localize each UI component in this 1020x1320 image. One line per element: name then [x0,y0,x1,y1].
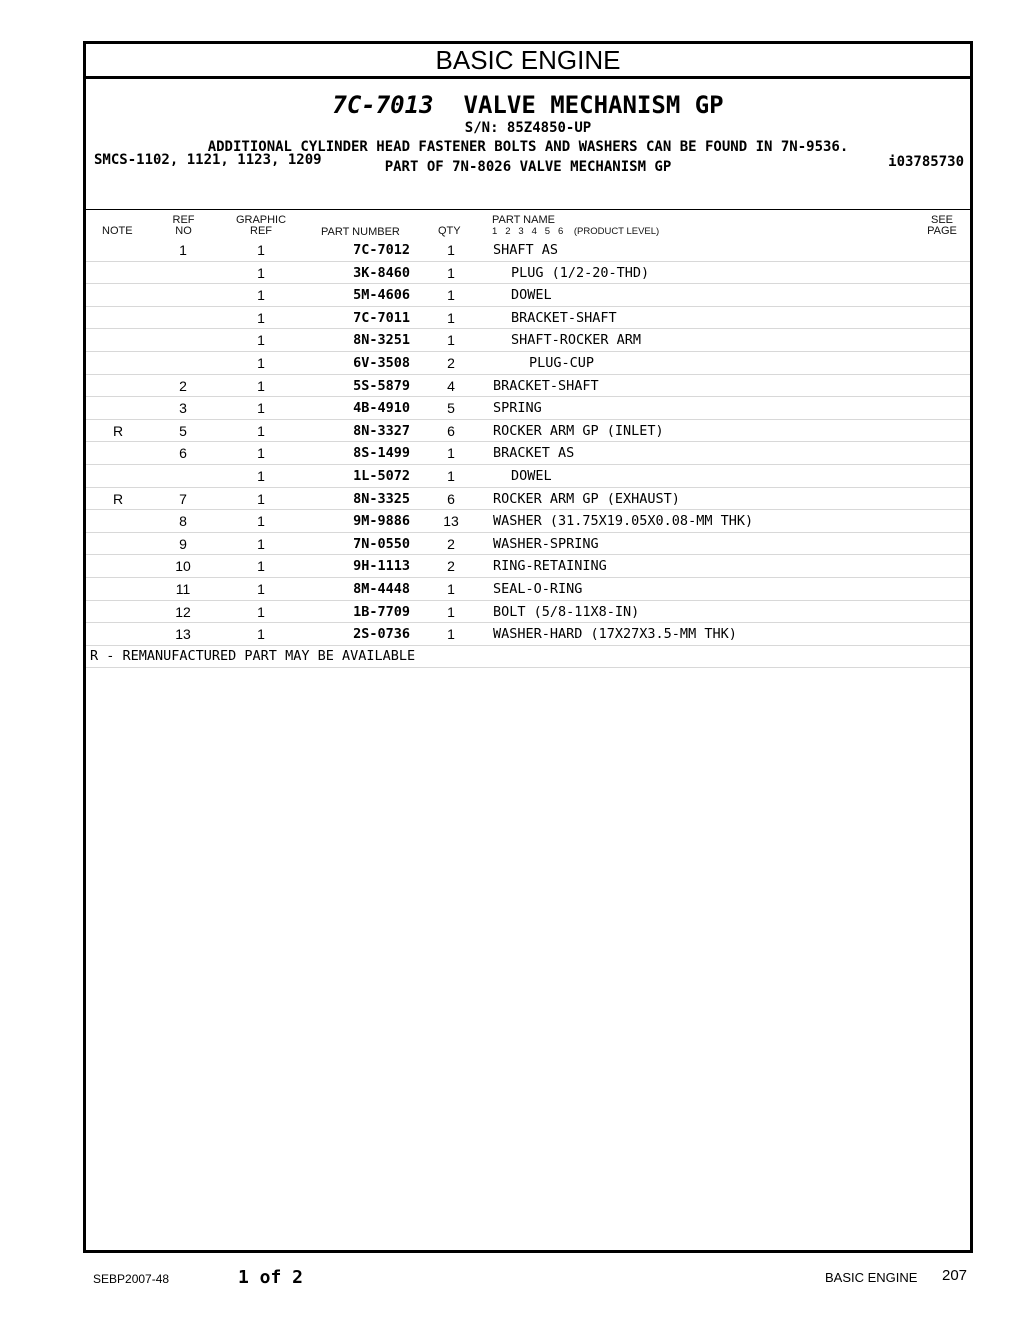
ref-no-cell: 10 [175,558,191,575]
table-row [86,375,970,398]
ref-no-cell: 13 [175,626,191,643]
table-row [86,420,970,443]
table-row [86,262,970,285]
qty-cell: 1 [447,467,455,484]
ref-no-cell: 9 [179,535,187,552]
graphic-ref-cell: 1 [257,422,265,439]
part-number-cell[interactable]: 8S-1499 [353,445,410,462]
qty-cell: 1 [447,264,455,281]
graphic-ref-cell: 1 [257,354,265,371]
section-title: BASIC ENGINE [86,44,970,79]
part-name-cell: SHAFT-ROCKER ARM [511,332,642,349]
graphic-ref-cell: 1 [257,626,265,643]
qty-cell: 4 [447,377,455,394]
table-row [86,601,970,624]
note-cell: R [112,490,124,507]
col-part-name: PART NAME [492,214,555,226]
qty-cell: 13 [443,513,459,530]
part-number-cell[interactable]: 6V-3508 [353,354,410,371]
ref-no-cell: 1 [179,242,187,258]
col-product-levels: 1 2 3 4 5 6 (PRODUCT LEVEL) [492,226,660,237]
ref-no-cell: 8 [179,513,187,530]
ref-no-cell: 6 [179,445,187,462]
qty-cell: 1 [447,626,455,643]
part-name-cell: BRACKET-SHAFT [511,309,617,326]
group-note-1: ADDITIONAL CYLINDER HEAD FASTENER BOLTS AND WASHERS CAN BE FOUND IN 7N-9536. [207,139,849,155]
graphic-ref-cell: 1 [257,287,265,304]
graphic-ref-cell: 1 [257,242,265,258]
ref-no-cell: 11 [175,580,191,597]
qty-cell: 1 [447,332,455,349]
part-number-cell[interactable]: 5S-5879 [353,377,410,394]
graphic-ref-cell: 1 [257,400,265,417]
table-row [86,442,970,465]
table-row [86,352,970,375]
table-row [86,510,970,533]
ref-no-cell: 5 [179,422,187,439]
group-note-2: PART OF 7N-8026 VALVE MECHANISM GP [384,159,672,175]
qty-cell: 1 [447,445,455,462]
graphic-ref-cell: 1 [257,603,265,620]
smcs-codes: SMCS-1102, 1121, 1123, 1209 [94,152,322,168]
part-number-cell[interactable]: 7C-7011 [353,309,410,326]
table-row [86,329,970,352]
part-number-cell[interactable]: 3K-8460 [353,264,410,281]
graphic-ref-cell: 1 [257,558,265,575]
qty-cell: 2 [447,354,455,371]
qty-cell: 1 [447,603,455,620]
part-number-cell[interactable]: 8N-3325 [353,490,410,507]
footer-page-number: 207 [942,1267,968,1284]
ref-no-cell: 7 [179,490,187,507]
ref-no-cell: 12 [175,603,191,620]
table-row [86,578,970,601]
footer-page-of: 1 of 2 [238,1267,304,1288]
part-name-cell: ROCKER ARM GP (EXHAUST) [493,490,680,507]
table-row [86,465,970,488]
part-name-cell: DOWEL [511,467,552,484]
part-name-cell: BRACKET AS [493,445,575,462]
part-name-cell: WASHER-SPRING [493,535,599,552]
group-title [86,91,970,119]
part-name-cell: BOLT (5/8-11X8-IN) [493,603,640,620]
part-number-cell[interactable]: 5M-4606 [353,287,410,304]
part-number-cell[interactable]: 1B-7709 [353,603,410,620]
table-row [86,307,970,330]
table-row [86,623,970,646]
part-number-cell[interactable]: 8N-3251 [353,332,410,349]
table-row [86,488,970,511]
part-name-cell: SEAL-O-RING [493,580,583,597]
parts-table [86,239,970,668]
graphic-ref-cell: 1 [257,535,265,552]
part-number-cell[interactable]: 9H-1113 [353,558,410,575]
part-number-cell[interactable]: 7N-0550 [353,535,410,552]
part-name-cell: RING-RETAINING [493,558,607,575]
part-number-cell[interactable]: 7C-7012 [353,242,410,258]
table-row [86,239,970,262]
footnote: R - REMANUFACTURED PART MAY BE AVAILABLE [86,646,970,668]
part-name-cell: SPRING [493,400,542,417]
graphic-ref-cell: 1 [257,264,265,281]
part-number-cell[interactable]: 8M-4448 [353,580,410,597]
graphic-ref-cell: 1 [257,445,265,462]
part-name-cell: ROCKER ARM GP (INLET) [493,422,664,439]
col-part-number: PART NUMBER [321,226,400,238]
qty-cell: 6 [447,490,455,507]
part-name-cell: SHAFT AS [493,242,559,258]
col-qty: QTY [438,225,461,237]
graphic-ref-cell: 1 [257,490,265,507]
header-rule [86,209,970,210]
col-ref-bottom: NO [175,225,192,237]
qty-cell: 1 [447,309,455,326]
part-number-cell[interactable]: 1L-5072 [353,467,410,484]
footer-section: BASIC ENGINE [825,1270,918,1285]
page-frame [83,41,973,1253]
column-headers [86,214,970,238]
col-see-top: SEE [930,214,953,226]
graphic-ref-cell: 1 [257,332,265,349]
note-cell: R [112,422,124,439]
qty-cell: 1 [447,242,455,258]
illustration-id: i03785730 [888,154,964,170]
ref-no-cell: 2 [179,377,187,394]
graphic-ref-cell: 1 [257,377,265,394]
col-ref-top: REF [172,214,195,226]
graphic-ref-cell: 1 [257,580,265,597]
graphic-ref-cell: 1 [257,513,265,530]
col-graphic-bottom: REF [250,225,272,237]
col-see-bottom: PAGE [927,225,957,237]
ref-no-cell: 3 [179,400,187,417]
table-row [86,533,970,556]
group-part-number: 7C-7013 [332,91,434,119]
graphic-ref-cell: 1 [257,467,265,484]
qty-cell: 1 [447,287,455,304]
part-number-cell[interactable]: 2S-0736 [353,626,410,643]
part-name-cell: WASHER-HARD (17X27X3.5-MM THK) [493,626,737,643]
part-name-cell: PLUG (1/2-20-THD) [511,264,650,281]
qty-cell: 2 [447,535,455,552]
table-row [86,397,970,420]
part-number-cell[interactable]: 8N-3327 [353,422,410,439]
part-name-cell: PLUG-CUP [529,354,595,371]
part-number-cell[interactable]: 4B-4910 [353,400,410,417]
part-name-cell: DOWEL [511,287,552,304]
part-number-cell[interactable]: 9M-9886 [353,513,410,530]
group-header [86,79,970,189]
part-name-cell: BRACKET-SHAFT [493,377,599,394]
part-name-cell: WASHER (31.75X19.05X0.08-MM THK) [493,513,754,530]
table-row [86,555,970,578]
qty-cell: 6 [447,422,455,439]
serial-number: S/N: 85Z4850-UP [464,120,592,136]
qty-cell: 2 [447,558,455,575]
footer-doc-id: SEBP2007-48 [93,1272,170,1286]
col-graphic-top: GRAPHIC [235,214,287,226]
qty-cell: 5 [447,400,455,417]
graphic-ref-cell: 1 [257,309,265,326]
table-row [86,284,970,307]
qty-cell: 1 [447,580,455,597]
group-name: VALVE MECHANISM GP [463,91,724,119]
col-note: NOTE [102,225,133,237]
